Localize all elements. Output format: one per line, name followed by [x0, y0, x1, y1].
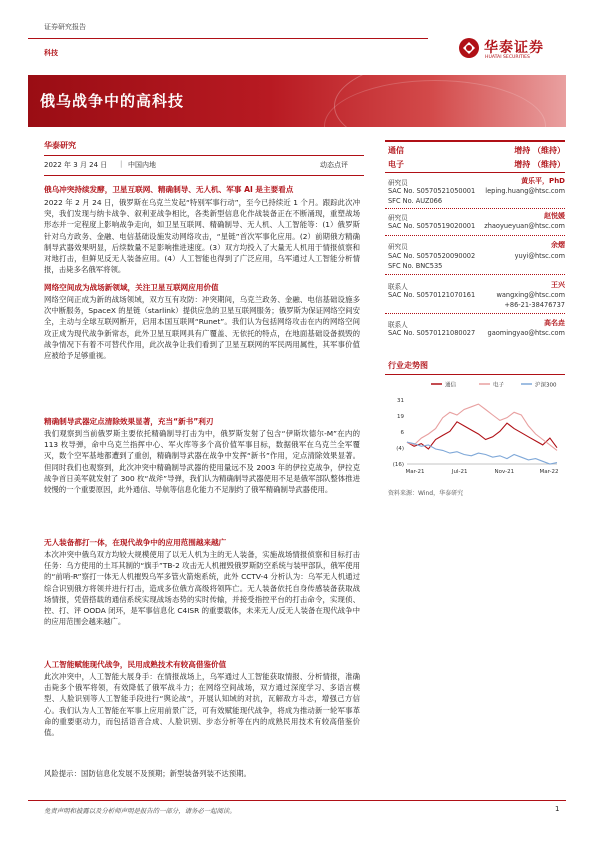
- rating-top-rule: [385, 140, 565, 142]
- date-separator: |: [120, 160, 123, 168]
- analyst-sfc: SFC No. BNC535: [388, 262, 443, 270]
- series-line: [407, 404, 557, 450]
- analyst-role: 联系人: [388, 283, 408, 291]
- analyst-name: 余熠: [551, 241, 565, 249]
- x-tick-label: Nov-21: [494, 469, 515, 475]
- logo-en: HUATAI SECURITIES: [485, 55, 530, 60]
- analyst-divider: [385, 274, 565, 275]
- section-body: 本次冲突中俄乌双方均较大规模使用了以无人机为主的无人装备，实施战场情报侦察和目标打击任务：乌方使用的土耳其制的“旗手”TB-2 攻击无人机摧毁俄罗斯防空系统与装甲部队，俄军使用的“前哨-R”察打一体无人机摧毁乌军多管火箭炮系统，此外 CCTV-4 分析认为：乌军无人机通过综合识别俄方将领并进行打击，造成多位俄方高级将领阵亡。无人装备依托自身传感装备获取战场情报，凭借搭载的通信系统实现战场态势的实时传输，并接受指控平台的打击命令，实现侦、控、打、评 OODA 闭环，是军事信息化 C4ISR 的重要载体，未来无人/反无人装备在现代战争中的应用范围会越来越广。: [44, 550, 360, 627]
- trend-rule: [385, 374, 565, 375]
- analyst-email[interactable]: zhaoyueyuan@htsc.com: [484, 222, 565, 230]
- analyst-sac: SAC No. S0570521050001: [388, 187, 476, 195]
- org-rule: [44, 155, 364, 156]
- sector-rating: 增持 （维持）: [514, 160, 565, 169]
- region: 中国内地: [128, 161, 156, 169]
- analyst-divider: [385, 208, 565, 209]
- legend-label: 通信: [445, 382, 457, 389]
- sector-name: 电子: [388, 160, 404, 169]
- analyst-name: 黄乐平，PhD: [521, 177, 565, 185]
- report-date: 2022 年 3 月 24 日: [44, 161, 108, 169]
- header-rule: [28, 38, 428, 39]
- y-tick-label: 19: [397, 414, 404, 420]
- analyst-role: 研究员: [388, 179, 408, 187]
- analyst-sfc: SFC No. AUZ066: [388, 197, 443, 205]
- section-heading: 网络空间成为战场新领域，关注卫星互联网应用价值: [44, 283, 219, 292]
- section-body: 此次冲突中，人工智能大展身手：在情报战场上，乌军通过人工智能获取情报、分析情报，准确击毙多个俄军将领，有效降低了俄军战斗力；在网络空间战场，双方通过深度学习、多语言模型、人脸识别等人工智能手段进行“舆论战”，开展认知域的对抗，瓦解敌方斗志，增强己方信心。我们认为人工智能在军事上应用前景广泛，可有效赋能现代战争，将成为推动新一轮军事革命的重要驱动力，而包括语音合成、人脸识别、步态分析等在内的成熟民用技术有较高借鉴价值。: [44, 672, 360, 738]
- trend-chart: [385, 378, 565, 478]
- analyst-email[interactable]: wangxing@htsc.com: [496, 291, 565, 299]
- section-label: 科技: [44, 49, 58, 57]
- section-body: 网络空间正成为新的战场领域，双方互有攻防：冲突期间，乌克兰政务、金融、电信基础设施多次中断服务，SpaceX 的星链（starlink）提供应急的卫星互联网服务；俄罗斯为保证网络空间安全，主动与全球互联网断开，启用本国互联网“Runet”。我们认为包括网络攻击在内的网络空间攻正成为现代战争新常态，此外卫星互联网具有广覆盖、无依托的特点，在地面基础设备损毁的战争情况下有着不可替代作用，此次战争让我们看到了卫星互联网的军民两用属性，其军事价值应被给予足够重视。: [44, 295, 360, 361]
- section-heading: 人工智能赋能现代战争，民用成熟技术有较高借鉴价值: [44, 660, 227, 669]
- risk-note: 风险提示：国防信息化发展不及预期；新型装备列装不达预期。: [44, 769, 251, 778]
- sector-rating: 增持 （维持）: [514, 146, 565, 155]
- analyst-email[interactable]: leping.huang@htsc.com: [485, 187, 565, 195]
- analyst-name: 王兴: [551, 281, 565, 289]
- page-title: 俄乌战争中的高科技: [40, 92, 185, 110]
- footer-disclaimer: 免责声明和披露以及分析师声明是报告的一部分，请务必一起阅读。: [44, 807, 236, 815]
- date-rule: [44, 175, 364, 176]
- analyst-role: 研究员: [388, 214, 408, 222]
- analyst-sac: SAC No. S0570519020001: [388, 222, 476, 230]
- series-line: [407, 442, 557, 464]
- section-body: 我们观察到当前俄罗斯主要依托精确制导打击为中，俄罗斯发射了包含“伊斯坎德尔-M”在内的 113 枚导弹，命中乌克兰指挥中心、军火库等多个高价值军事目标，数据俄军在乌克兰全军覆灭，数个空军基地都遭到了重创，精确制导武器在战争中发挥“新书”作用，定点清除效果显著。但同时我们也观察到，此次冲突中精确制导武器的使用量远不及 2003 年的伊拉克战争，伊拉克战争首日美军就发射了 300 枚“战斧”导弹，我们认为精确制导武器使用不足是俄军部队整体推进较慢的一个重要原因，此外通信、导航等信息化能力不足制约了俄军精确制导武器使用。: [44, 429, 360, 495]
- analyst-role: 联系人: [388, 321, 408, 329]
- y-tick-label: 6: [400, 430, 404, 436]
- analyst-phone: +86-21-38476737: [504, 301, 565, 309]
- section-heading: 无人装备都打一体，在现代战争中的应用范围越来越广: [44, 538, 227, 547]
- analyst-email[interactable]: yuyi@htsc.com: [514, 252, 565, 260]
- logo-cn: 华泰证券: [484, 40, 544, 56]
- footer-rule: [28, 800, 566, 801]
- huatai-logo-icon: [458, 37, 480, 59]
- legend-label: 电子: [493, 382, 505, 389]
- report-kind: 动态点评: [320, 161, 348, 169]
- rating-bottom-rule: [385, 172, 565, 173]
- page-number: 1: [555, 805, 560, 813]
- summary-body: 2022 年 2 月 24 日，俄罗斯在乌克兰发起“特别军事行动”，至今已持续近 1 个月。跟踪此次冲突，我们发现与纳卡战争、叙利亚战争相比，各类新型信息化作战装备正在不断涌现，重塑战场形态并一定程度上影响战争走向，如卫星互联网、精确制导、无人机、人工智能等：(1）俄罗斯针对乌方政务、金融、电信基础设施发动网络攻击，“星链”首次军事化应用。(2）前期俄方精确制导武器效果明显，后续数量不足影响推进速度。(3）双方均投入了大量无人机用于情报侦察和对地打击，但鲜见反无人装备应用。(4）人工智能也得到了广泛应用，乌军通过人工智能分析情报，击毙多名俄军将领。: [44, 198, 360, 275]
- analyst-sac: SAC No. S0570121080027: [388, 329, 476, 337]
- x-tick-label: Mar-21: [405, 469, 425, 475]
- org-name: 华泰研究: [44, 141, 76, 150]
- y-tick-label: (16): [392, 462, 404, 468]
- y-tick-label: (4): [396, 446, 404, 452]
- analyst-sac: SAC No. S0570121070161: [388, 291, 476, 299]
- x-tick-label: Mar-22: [539, 469, 559, 475]
- analyst-name: 赵悦媛: [544, 212, 565, 220]
- section-heading: 精确制导武器定点清除效果显著，充当“新书”利刃: [44, 417, 214, 426]
- analyst-sac: SAC No. S0570520090002: [388, 252, 476, 260]
- analyst-divider: [385, 313, 565, 314]
- x-tick-label: Jul-21: [451, 469, 468, 475]
- analyst-role: 研究员: [388, 243, 408, 251]
- analyst-divider: [385, 235, 565, 236]
- report-type: 证券研究报告: [44, 23, 86, 31]
- summary-heading: 俄乌冲突持续发酵，卫星互联网、精确制导、无人机、军事 AI 是主要看点: [44, 185, 294, 194]
- sector-name: 通信: [388, 146, 404, 155]
- legend-label: 沪深300: [535, 382, 557, 389]
- trend-title: 行业走势图: [388, 361, 428, 370]
- analyst-name: 高名垚: [544, 319, 565, 327]
- analyst-email[interactable]: gaomingyao@htsc.com: [487, 329, 565, 337]
- trend-source: 资料来源：Wind，华泰研究: [388, 490, 464, 497]
- y-tick-label: 31: [397, 398, 404, 404]
